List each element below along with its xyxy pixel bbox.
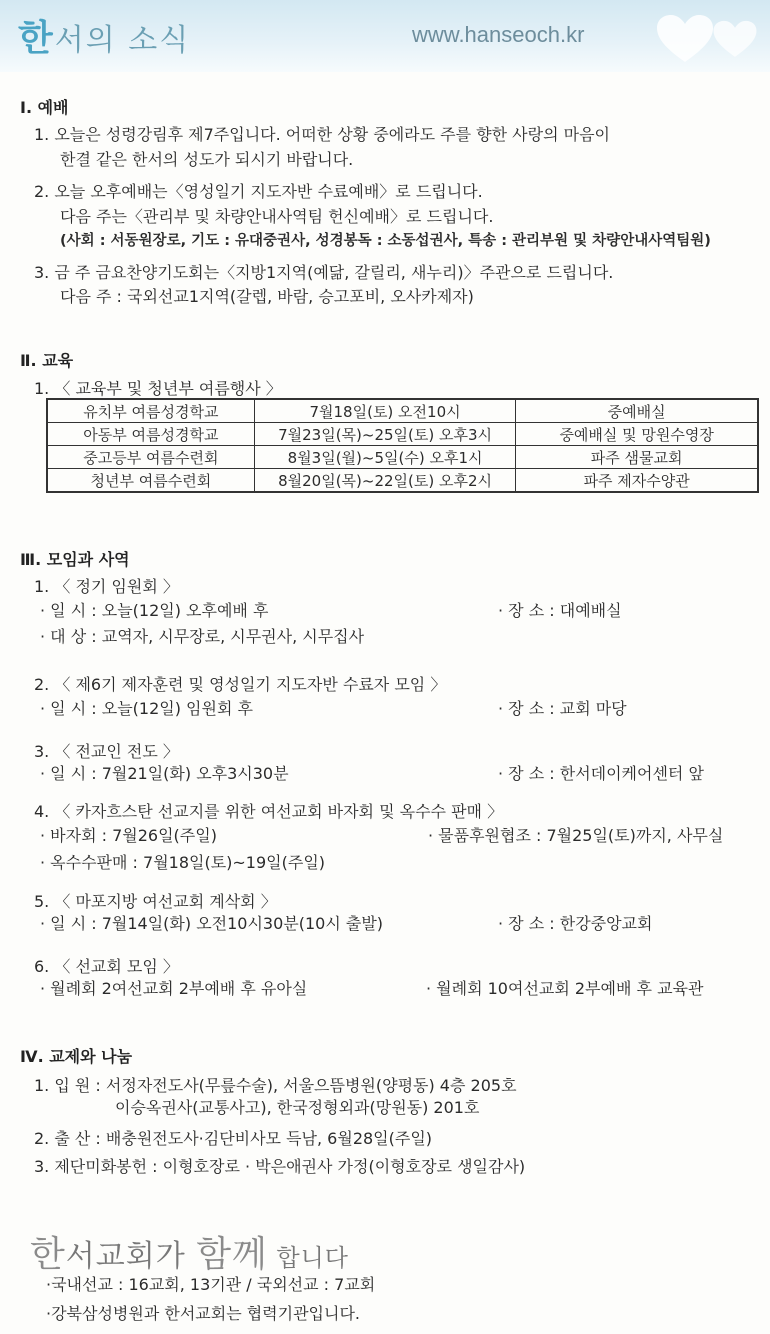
- meeting-title-5: 5. 〈 마포지방 여선교회 계삭회 〉: [34, 892, 277, 911]
- meeting-3-datetime: · 일 시 : 7월21일(화) 오후3시30분: [40, 764, 289, 783]
- meeting-4-donation: · 물품후원협조 : 7월25일(토)까지, 사무실: [428, 826, 724, 845]
- fellowship-line-3: 2. 출 산 : 배충원전도사·김단비사모 득남, 6월28일(주일): [34, 1129, 433, 1148]
- table-row: [47, 423, 758, 446]
- meeting-1-datetime: · 일 시 : 오늘(12일) 오후예배 후: [40, 601, 269, 620]
- slogan-part-1: 한: [30, 1234, 66, 1275]
- meeting-5-datetime: · 일 시 : 7월14일(화) 오전10시30분(10시 출발): [40, 914, 384, 933]
- meeting-title-4: 4. 〈 카자흐스탄 선교지를 위한 여선교회 바자회 및 옥수수 판매 〉: [34, 802, 504, 821]
- worship-line-4: 다음 주는〈관리부 및 차량안내사역팀 헌신예배〉로 드립니다.: [60, 207, 494, 226]
- table-cell: 유치부 여름성경학교: [47, 399, 254, 423]
- worship-line-7: 다음 주 : 국외선교1지역(갈렙, 바람, 승고포비, 오사카제자): [60, 287, 474, 306]
- footer-slogan: [30, 1226, 349, 1277]
- footer-mission-line: ·국내선교 : 16교회, 13기관 / 국외선교 : 7교회: [46, 1275, 376, 1294]
- fellowship-line-1: 1. 입 원 : 서정자전도사(무릎수술), 서울으뜸병원(양평동) 4층 205호: [34, 1076, 517, 1095]
- worship-line-6: 3. 금 주 금요찬양기도회는〈지방1지역(예닮, 갈릴리, 새누리)〉주관으로 드립니다.: [34, 263, 614, 282]
- fellowship-line-4: 3. 제단미화봉헌 : 이형호장로 · 박은애권사 가정(이형호장로 생일감사): [34, 1157, 526, 1176]
- section-heading-worship: Ⅰ. 예배: [20, 98, 69, 117]
- fellowship-line-2: 이승옥권사(교통사고), 한국정형외과(망원동) 201호: [115, 1098, 480, 1117]
- meeting-1-place: · 장 소 : 대예배실: [498, 601, 622, 620]
- meeting-3-place: · 장 소 : 한서데이케어센터 앞: [498, 764, 704, 783]
- church-website-url: www.hanseoch.kr: [412, 22, 585, 47]
- meeting-title-1: 1. 〈 정기 임원회 〉: [34, 577, 179, 596]
- worship-line-5: (사회 : 서동원장로, 기도 : 유대중권사, 성경봉독 : 소동섭권사, 특송 : 관리부원 및 차량안내사역팀원): [60, 233, 711, 249]
- title-rest: 서의 소식: [54, 23, 191, 58]
- section-heading-meetings: Ⅲ. 모임과 사역: [20, 550, 130, 569]
- meeting-title-6: 6. 〈 선교회 모임 〉: [34, 957, 179, 976]
- table-cell: 파주 제자수양관: [516, 469, 758, 493]
- table-cell: 아동부 여름성경학교: [47, 423, 254, 446]
- table-cell: 청년부 여름수련회: [47, 469, 254, 493]
- section-heading-education: Ⅱ. 교육: [20, 351, 74, 370]
- slogan-part-4: 합니다: [267, 1244, 349, 1272]
- table-cell: 7월23일(목)~25일(토) 오후3시: [254, 423, 516, 446]
- meeting-2-place: · 장 소 : 교회 마당: [498, 699, 627, 718]
- table-cell: 7월18일(토) 오전10시: [254, 399, 516, 423]
- heart-icon: [655, 14, 715, 66]
- table-cell: 파주 샘물교회: [516, 446, 758, 469]
- slogan-part-2: 서교회가: [65, 1239, 197, 1274]
- meeting-title-2: 2. 〈 제6기 제자훈련 및 영성일기 지도자반 수료자 모임 〉: [34, 675, 447, 694]
- meeting-6-left: · 월례회 2여선교회 2부예배 후 유아실: [40, 979, 308, 998]
- meeting-1-target: · 대 상 : 교역자, 시무장로, 시무권사, 시무집사: [40, 627, 365, 646]
- worship-line-3: 2. 오늘 오후예배는〈영성일기 지도자반 수료예배〉로 드립니다.: [34, 182, 483, 201]
- title-first-char: 한: [18, 17, 55, 59]
- page-header: [0, 0, 770, 72]
- footer-partner-line: ·강북삼성병원과 한서교회는 협력기관입니다.: [46, 1304, 361, 1323]
- education-item-1: 1. 〈 교육부 및 청년부 여름행사 〉: [34, 379, 282, 398]
- table-cell: 중고등부 여름수련회: [47, 446, 254, 469]
- table-cell: 중예배실 및 망원수영장: [516, 423, 758, 446]
- summer-events-table: [46, 398, 759, 493]
- table-row: [47, 399, 758, 423]
- meeting-4-corn-sale: · 옥수수판매 : 7월18일(토)~19일(주일): [40, 853, 326, 872]
- newsletter-title: [18, 10, 190, 61]
- table-cell: 중예배실: [516, 399, 758, 423]
- table-row: [47, 469, 758, 493]
- meeting-5-place: · 장 소 : 한강중앙교회: [498, 914, 653, 933]
- meeting-2-datetime: · 일 시 : 오늘(12일) 임원회 후: [40, 699, 253, 718]
- meeting-6-right: · 월례회 10여선교회 2부예배 후 교육관: [426, 979, 704, 998]
- section-heading-fellowship: Ⅳ. 교제와 나눔: [20, 1047, 133, 1066]
- table-row: [47, 446, 758, 469]
- table-cell: 8월20일(목)~22일(토) 오후2시: [254, 469, 516, 493]
- worship-line-1: 1. 오늘은 성령강림후 제7주입니다. 어떠한 상황 중에라도 주를 향한 사랑의 마음이: [34, 125, 610, 144]
- slogan-part-3: 함께: [196, 1234, 268, 1275]
- meeting-4-bazaar: · 바자회 : 7월26일(주일): [40, 826, 217, 845]
- table-cell: 8월3일(월)~5일(수) 오후1시: [254, 446, 516, 469]
- worship-line-2: 한결 같은 한서의 성도가 되시기 바랍니다.: [60, 150, 354, 169]
- meeting-title-3: 3. 〈 전교인 전도 〉: [34, 742, 179, 761]
- heart-icon: [712, 20, 758, 60]
